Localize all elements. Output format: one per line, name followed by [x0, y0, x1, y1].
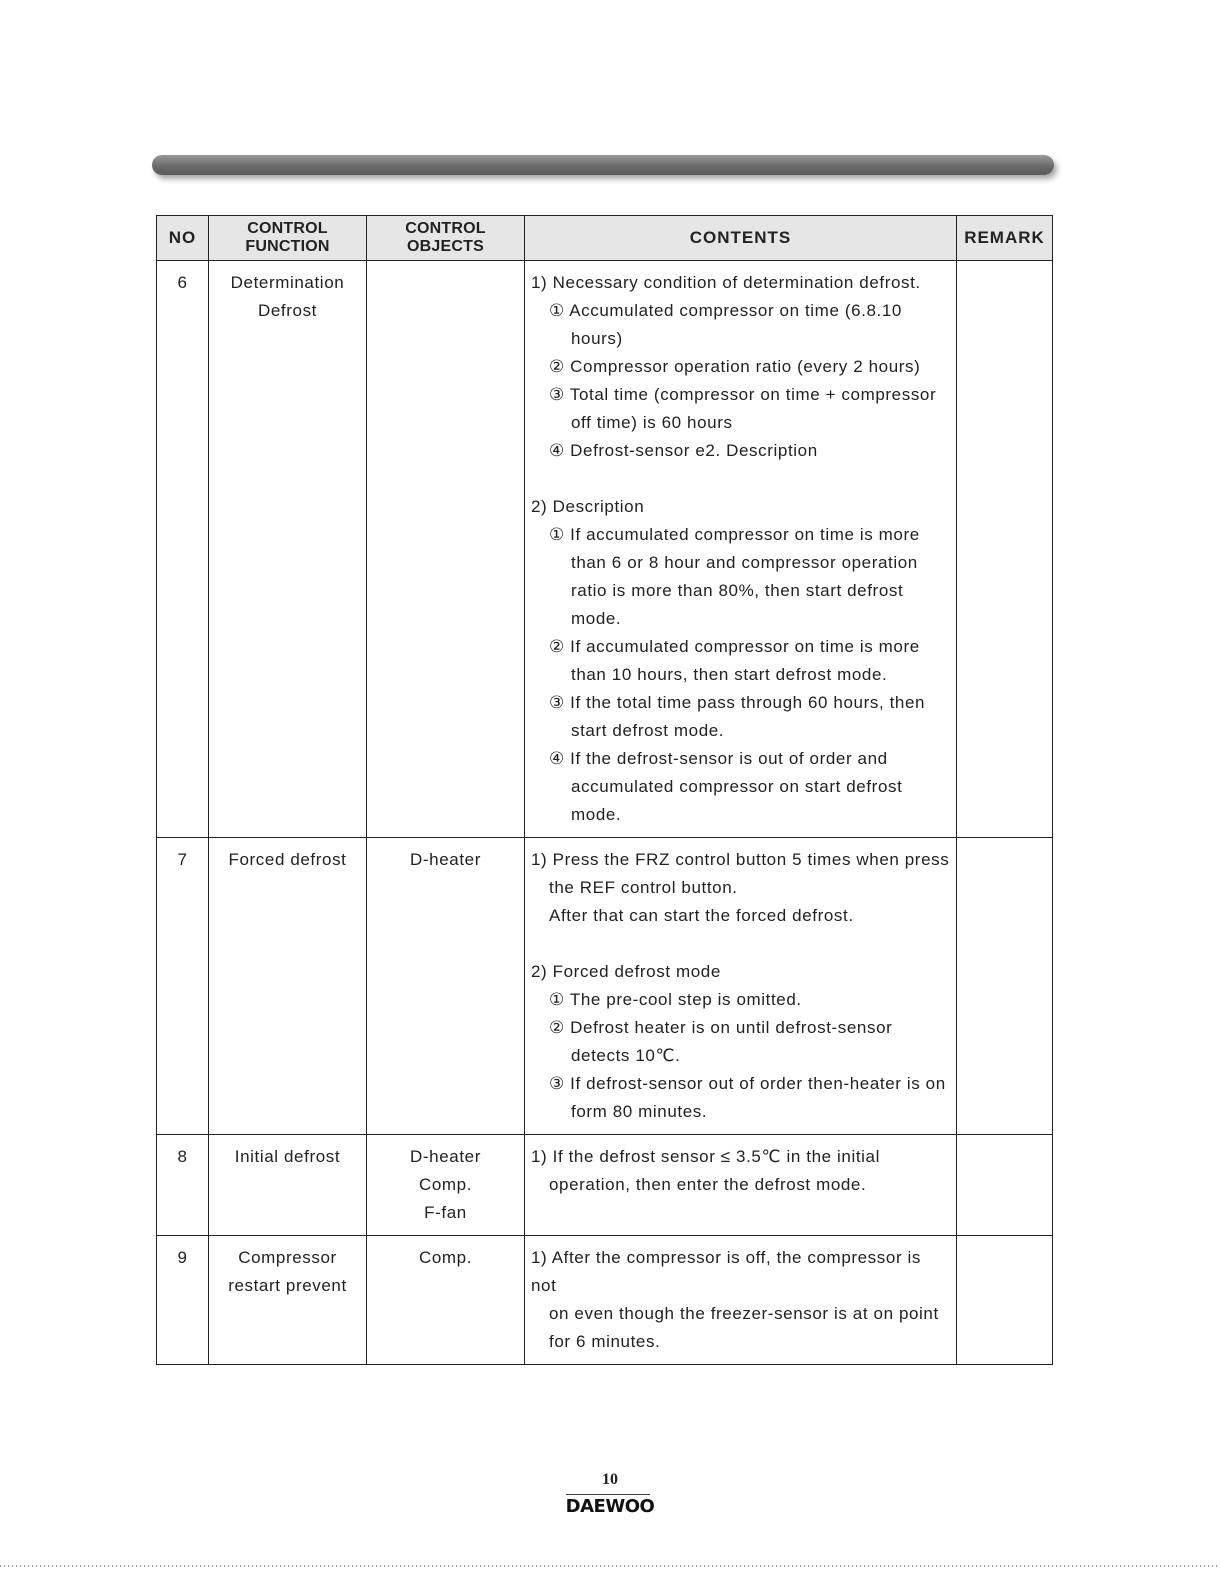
contents-list-item: ① If accumulated compressor on time is more than 6 or 8 hour and compressor operation ratio is more than 80%, then start defrost mode.: [549, 525, 920, 628]
contents-list-item: ③ If defrost-sensor out of order then-heater is on form 80 minutes.: [549, 1074, 946, 1121]
contents-block-title: 1) Press the FRZ control button 5 times when press: [531, 850, 950, 869]
row-remark: [957, 261, 1053, 838]
contents-block: [531, 269, 950, 465]
row-control-function: Compressor restart prevent: [209, 1236, 367, 1365]
row-no: 7: [157, 838, 209, 1135]
header-remark: REMARK: [957, 216, 1053, 261]
header-control-objects: CONTROL OBJECTS: [367, 216, 525, 261]
contents-block-title: 2) Description: [531, 497, 645, 516]
table-row: [157, 1135, 1053, 1236]
contents-block-title: 1) Necessary condition of determination defrost.: [531, 273, 921, 292]
row-contents: [525, 838, 957, 1135]
row-control-objects: [367, 261, 525, 838]
contents-block-title: 1) After the compressor is off, the compressor is not: [531, 1248, 922, 1295]
row-control-objects: D-heater: [367, 838, 525, 1135]
row-control-function: Forced defrost: [209, 838, 367, 1135]
contents-line: operation, then enter the defrost mode.: [549, 1175, 867, 1194]
contents-block: [531, 846, 950, 930]
row-control-function: Initial defrost: [209, 1135, 367, 1236]
contents-list-item: ② Compressor operation ratio (every 2 hours): [549, 357, 921, 376]
contents-line: the REF control button.: [549, 878, 738, 897]
row-no: 9: [157, 1236, 209, 1365]
page-number-underline: [566, 1494, 650, 1495]
section-header-bar: [152, 155, 1054, 175]
table-header-row: [157, 216, 1053, 261]
row-no: 6: [157, 261, 209, 838]
row-remark: [957, 1135, 1053, 1236]
contents-block-title: 2) Forced defrost mode: [531, 962, 721, 981]
contents-list-item: ② If accumulated compressor on time is more than 10 hours, then start defrost mode.: [549, 637, 920, 684]
control-function-table: [156, 215, 1053, 1365]
contents-list-item: ③ If the total time pass through 60 hours, then start defrost mode.: [549, 693, 926, 740]
header-no: NO: [157, 216, 209, 261]
bottom-dotted-rule: [0, 1565, 1220, 1567]
row-control-objects: Comp.: [367, 1236, 525, 1365]
contents-list-item: ① Accumulated compressor on time (6.8.10 hours): [549, 301, 902, 348]
contents-block: [531, 493, 950, 829]
row-remark: [957, 1236, 1053, 1365]
contents-list-item: ③ Total time (compressor on time + compressor off time) is 60 hours: [549, 385, 937, 432]
contents-line: After that can start the forced defrost.: [549, 906, 854, 925]
daewoo-logo: DAEWOO: [565, 1496, 655, 1517]
table-row: [157, 261, 1053, 838]
contents-block-title: 1) If the defrost sensor ≤ 3.5℃ in the initial: [531, 1147, 880, 1166]
row-contents: [525, 1236, 957, 1365]
contents-line: for 6 minutes.: [549, 1332, 661, 1351]
table-row: [157, 1236, 1053, 1365]
contents-block: [531, 1244, 950, 1356]
row-control-function: Determination Defrost: [209, 261, 367, 838]
contents-block: [531, 1143, 950, 1199]
contents-list-item: ④ If the defrost-sensor is out of order and accumulated compressor on start defrost mode.: [549, 749, 903, 824]
page-number: 10: [602, 1471, 618, 1488]
row-contents: [525, 261, 957, 838]
row-contents: [525, 1135, 957, 1236]
row-control-objects: D-heater Comp. F-fan: [367, 1135, 525, 1236]
table-body: [157, 261, 1053, 1365]
row-no: 8: [157, 1135, 209, 1236]
contents-list-item: ① The pre-cool step is omitted.: [549, 990, 802, 1009]
header-control-function: CONTROL FUNCTION: [209, 216, 367, 261]
contents-line: on even though the freezer-sensor is at on point: [549, 1304, 939, 1323]
contents-list-item: ② Defrost heater is on until defrost-sensor detects 10℃.: [549, 1018, 893, 1065]
table-row: [157, 838, 1053, 1135]
row-remark: [957, 838, 1053, 1135]
contents-block: [531, 958, 950, 1126]
header-contents: CONTENTS: [525, 216, 957, 261]
contents-list-item: ④ Defrost-sensor e2. Description: [549, 441, 818, 460]
